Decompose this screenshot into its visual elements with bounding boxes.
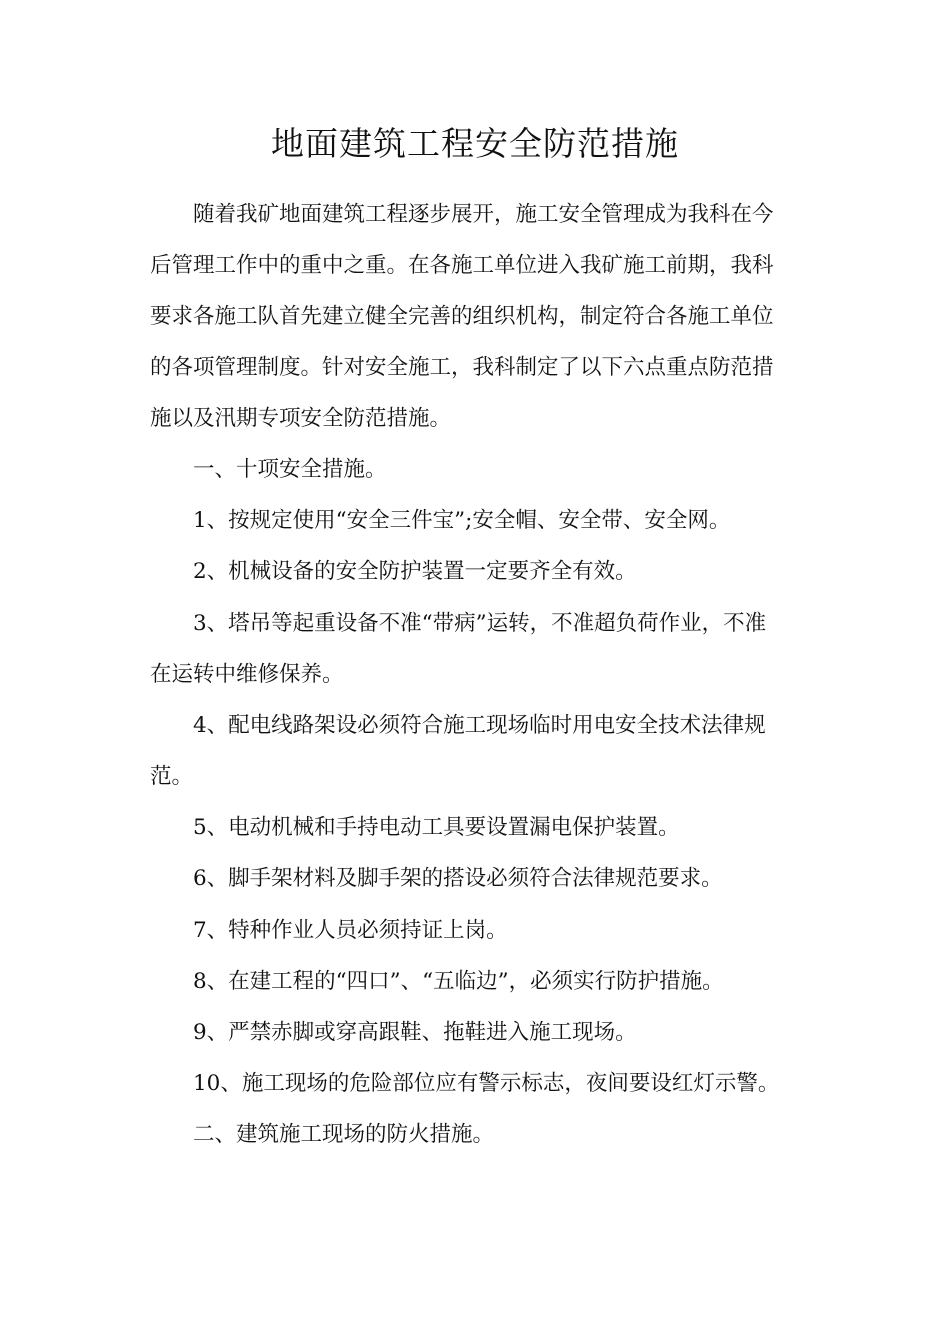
- intro-line-3: 要求各施工队首先建立健全完善的组织机构，制定符合各施工单位: [150, 304, 774, 329]
- list-item-8: 8、在建工程的“四口”、“五临边”，必须实行防护措施。: [193, 969, 724, 994]
- list-item-9: 9、严禁赤脚或穿高跟鞋、拖鞋进入施工现场。: [193, 1020, 637, 1045]
- list-item-5: 5、电动机械和手持电动工具要设置漏电保护装置。: [193, 815, 680, 840]
- list-item-3-line-1: 3、塔吊等起重设备不准“带病”运转，不准超负荷作业，不准: [193, 611, 767, 636]
- list-item-6: 6、脚手架材料及脚手架的搭设必须符合法律规范要求。: [193, 866, 723, 891]
- section-2-heading: 二、建筑施工现场的防火措施。: [193, 1122, 495, 1147]
- list-item-4-line-2: 范。: [150, 764, 194, 789]
- list-item-1: 1、按规定使用“安全三件宝”;安全帽、安全带、安全网。: [193, 508, 731, 533]
- section-1-heading: 一、十项安全措施。: [193, 457, 387, 482]
- intro-line-1: 随着我矿地面建筑工程逐步展开，施工安全管理成为我科在今: [193, 202, 774, 227]
- document-title: 地面建筑工程安全防范措施: [271, 124, 679, 163]
- list-item-10: 10、施工现场的危险部位应有警示标志，夜间要设红灯示警。: [193, 1071, 780, 1096]
- list-item-2: 2、机械设备的安全防护装置一定要齐全有效。: [193, 559, 637, 584]
- list-item-4-line-1: 4、配电线路架设必须符合施工现场临时用电安全技术法律规: [193, 713, 766, 738]
- list-item-7: 7、特种作业人员必须持证上岗。: [193, 918, 508, 943]
- intro-line-4: 的各项管理制度。针对安全施工，我科制定了以下六点重点防范措: [150, 355, 774, 380]
- intro-line-2: 后管理工作中的重中之重。在各施工单位进入我矿施工前期，我科: [150, 253, 774, 278]
- intro-line-5: 施以及汛期专项安全防范措施。: [150, 406, 452, 431]
- list-item-3-line-2: 在运转中维修保养。: [150, 662, 344, 687]
